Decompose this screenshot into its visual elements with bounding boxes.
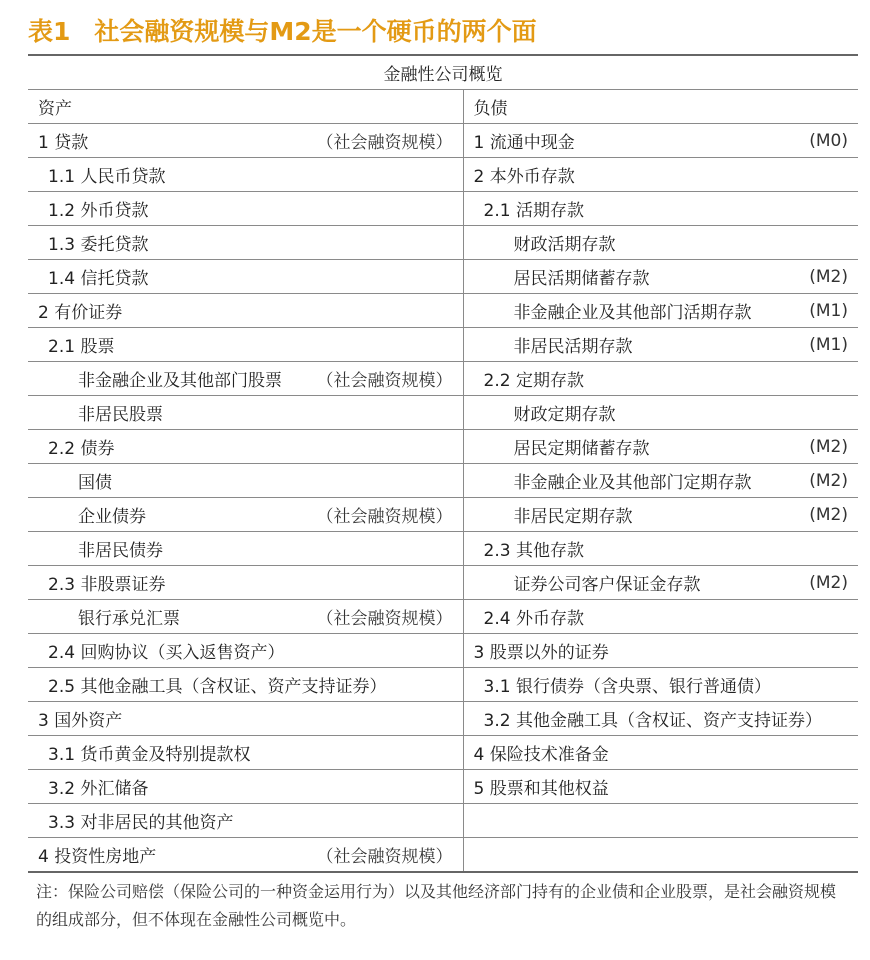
asset-cell: [28, 294, 463, 328]
liability-item-tag: (M0): [809, 130, 848, 151]
asset-cell: [28, 226, 463, 260]
asset-item-label: 3.2 外汇储备: [48, 779, 149, 799]
liability-item-tag: (M2): [809, 436, 848, 457]
asset-item-label: 银行承兑汇票: [78, 609, 180, 629]
table-row: [28, 158, 858, 192]
asset-cell: [28, 736, 463, 770]
caption-row: [28, 55, 858, 90]
table-number: 表1: [28, 17, 71, 46]
asset-cell: [28, 634, 463, 668]
liabilities-header-label: 负债: [473, 99, 508, 119]
asset-cell: [28, 600, 463, 634]
liability-cell: [463, 430, 858, 464]
liability-cell: [463, 158, 858, 192]
asset-item-label: 1 贷款: [38, 133, 89, 153]
asset-item-label: 3.3 对非居民的其他资产: [48, 813, 234, 833]
asset-item-label: 2.3 非股票证券: [48, 575, 166, 595]
table-row: [28, 260, 858, 294]
asset-cell: [28, 124, 463, 158]
liability-item-tag: (M1): [809, 300, 848, 321]
table-row: [28, 362, 858, 396]
table-row: [28, 396, 858, 430]
asset-item-label: 非金融企业及其他部门股票: [78, 371, 282, 391]
asset-item-label: 1.1 人民币贷款: [48, 167, 166, 187]
table-row: [28, 804, 858, 838]
table-row: [28, 770, 858, 804]
asset-cell: [28, 158, 463, 192]
asset-cell: [28, 362, 463, 396]
asset-item-label: 2 有价证券: [38, 303, 123, 323]
table-row: [28, 294, 858, 328]
liability-cell: [463, 124, 858, 158]
liability-item-label: 2 本外币存款: [473, 167, 575, 187]
asset-cell: [28, 260, 463, 294]
table-note: 注：保险公司赔偿（保险公司的一种资金运用行为）以及其他经济部门持有的企业债和企业股票，是社会融资规模的组成部分，但不体现在金融性公司概览中。: [36, 882, 837, 929]
asset-cell: [28, 668, 463, 702]
table-row: [28, 838, 858, 873]
liability-cell: [463, 464, 858, 498]
table-row: [28, 498, 858, 532]
asset-cell: [28, 464, 463, 498]
liability-cell: [463, 702, 858, 736]
liability-item-tag: (M1): [809, 334, 848, 355]
asset-cell: [28, 192, 463, 226]
asset-item-label: 非居民债券: [78, 541, 163, 561]
liability-cell: [463, 328, 858, 362]
asset-item-label: 2.1 股票: [48, 337, 115, 357]
liability-cell: [463, 396, 858, 430]
liability-item-label: 居民活期储蓄存款: [513, 269, 650, 289]
asset-cell: [28, 838, 463, 873]
liability-cell: [463, 634, 858, 668]
table-row: [28, 736, 858, 770]
asset-cell: [28, 770, 463, 804]
liability-item-label: 2.2 定期存款: [483, 371, 584, 391]
asset-item-label: 1.2 外币贷款: [48, 201, 149, 221]
asset-cell: [28, 532, 463, 566]
liability-item-label: 2.1 活期存款: [483, 201, 584, 221]
asset-cell: [28, 328, 463, 362]
table-title: [28, 10, 537, 54]
table-row: [28, 702, 858, 736]
table-row: [28, 430, 858, 464]
liability-cell: [463, 362, 858, 396]
liability-item-label: 非居民活期存款: [513, 337, 633, 357]
asset-item-label: 3 国外资产: [38, 711, 123, 731]
asset-item-label: 4 投资性房地产: [38, 847, 157, 867]
liability-cell: [463, 736, 858, 770]
asset-item-label: 1.3 委托贷款: [48, 235, 149, 255]
liability-item-label: 非金融企业及其他部门定期存款: [513, 473, 752, 493]
asset-item-label: 国债: [78, 473, 112, 493]
liability-item-label: 3.1 银行债券（含央票、银行普通债）: [483, 677, 771, 697]
liability-item-label: 居民定期储蓄存款: [513, 439, 650, 459]
liability-cell: [463, 838, 858, 873]
table-row: [28, 566, 858, 600]
header-row: [28, 90, 858, 124]
asset-item-label: 非居民股票: [78, 405, 163, 425]
asset-cell: [28, 498, 463, 532]
table-row: [28, 464, 858, 498]
liability-item-label: 1 流通中现金: [473, 133, 575, 153]
asset-cell: [28, 430, 463, 464]
liability-cell: [463, 260, 858, 294]
liability-cell: [463, 226, 858, 260]
financial-overview-table: [28, 54, 858, 873]
asset-item-label: 2.4 回购协议（买入返售资产）: [48, 643, 285, 663]
liability-item-tag: (M2): [809, 266, 848, 287]
liability-cell: [463, 600, 858, 634]
asset-item-tag: （社会融资规模）: [316, 507, 453, 527]
liability-item-label: 非金融企业及其他部门活期存款: [513, 303, 752, 323]
asset-cell: [28, 702, 463, 736]
asset-item-tag: （社会融资规模）: [316, 847, 453, 867]
table-row: [28, 192, 858, 226]
table-row: [28, 328, 858, 362]
assets-header-label: 资产: [38, 99, 72, 119]
liability-item-label: 3.2 其他金融工具（含权证、资产支持证券）: [483, 711, 822, 731]
asset-item-label: 3.1 货币黄金及特别提款权: [48, 745, 251, 765]
liability-cell: [463, 532, 858, 566]
liability-cell: [463, 668, 858, 702]
asset-item-tag: （社会融资规模）: [316, 609, 453, 629]
table-caption: 金融性公司概览: [28, 55, 858, 90]
asset-item-tag: （社会融资规模）: [316, 133, 453, 153]
liability-item-label: 财政定期存款: [513, 405, 616, 425]
table-row: [28, 600, 858, 634]
asset-item-label: 1.4 信托贷款: [48, 269, 149, 289]
asset-item-label: 企业债券: [78, 507, 146, 527]
liability-item-label: 2.4 外币存款: [483, 609, 584, 629]
asset-cell: [28, 566, 463, 600]
liability-item-tag: (M2): [809, 470, 848, 491]
liability-item-label: 财政活期存款: [513, 235, 616, 255]
liability-item-label: 4 保险技术准备金: [473, 745, 609, 765]
liability-item-tag: (M2): [809, 504, 848, 525]
liability-cell: [463, 770, 858, 804]
table-row: [28, 226, 858, 260]
asset-item-label: 2.5 其他金融工具（含权证、资产支持证券）: [48, 677, 387, 697]
asset-cell: [28, 804, 463, 838]
assets-header: [28, 90, 463, 124]
liability-item-label: 证券公司客户保证金存款: [513, 575, 701, 595]
liability-cell: [463, 192, 858, 226]
table-row: [28, 634, 858, 668]
liability-item-label: 非居民定期存款: [513, 507, 633, 527]
table-row: [28, 668, 858, 702]
liability-cell: [463, 498, 858, 532]
table-row: [28, 124, 858, 158]
liability-item-label: 3 股票以外的证券: [473, 643, 609, 663]
liability-cell: [463, 804, 858, 838]
table-title-text: 社会融资规模与M2是一个硬币的两个面: [94, 17, 537, 46]
liability-item-label: 2.3 其他存款: [483, 541, 584, 561]
asset-cell: [28, 396, 463, 430]
liability-cell: [463, 294, 858, 328]
liability-item-label: 5 股票和其他权益: [473, 779, 609, 799]
liability-item-tag: (M2): [809, 572, 848, 593]
asset-item-tag: （社会融资规模）: [316, 371, 453, 391]
asset-item-label: 2.2 债券: [48, 439, 115, 459]
table-row: [28, 532, 858, 566]
liabilities-header: [463, 90, 858, 124]
liability-cell: [463, 566, 858, 600]
